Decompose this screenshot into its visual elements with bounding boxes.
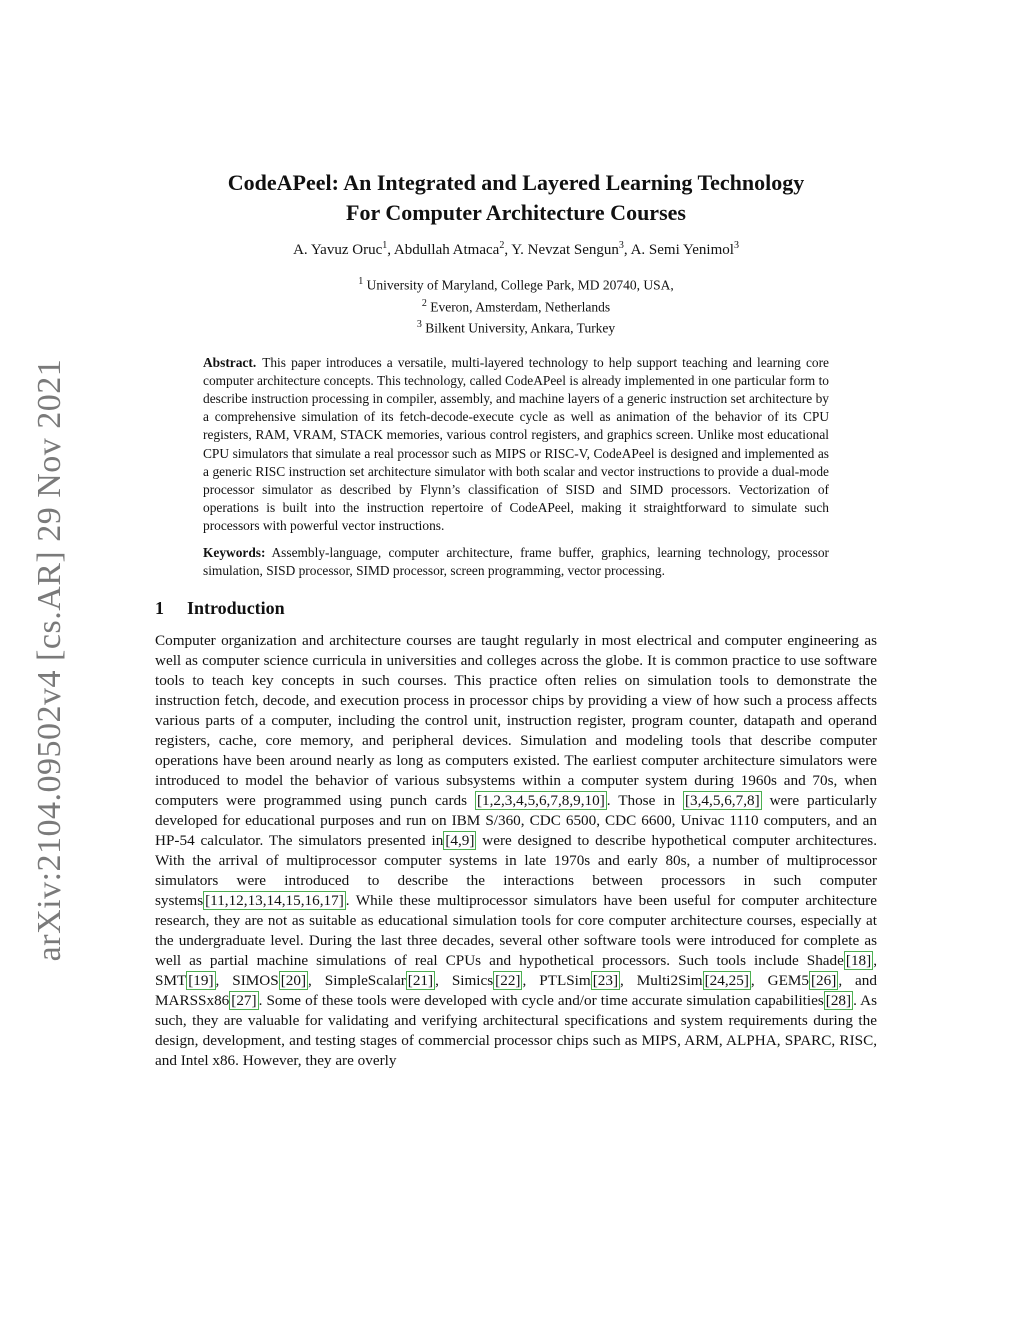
author-name: Y. Nevzat Sengun bbox=[511, 242, 619, 258]
title-line-1: CodeAPeel: An Integrated and Layered Learning Technology bbox=[227, 170, 805, 195]
author-affiliation-mark: 1 bbox=[382, 240, 388, 251]
abstract-text: This paper introduces a versatile, multi-layered technology to help support teaching and learning core computer architecture concepts. This technology, called CodeAPeel is already implemented in one particular form to describe instruction processing in compiler, assembly, and machine layers of a generic instruction set architecture by a comprehensive simulation of its fetch-decode-execute cycle as well as animation of the behavior of its CPU registers, RAM, VRAM, STACK memories, various control registers, and graphics screen. Unlike most educational CPU simulators that simulate a real processor such as MIPS or RISC-V, CodeAPeel is designed and implemented as a generic RISC instruction set architecture simulator with both scalar and vector instructions to provide a dual-mode processor simulator as described by Flynn’s classification of SISD and SIMD processors. Vectorization of operations is built into the instruction repertoire of CodeAPeel, making it straightforward to simulate such processors with powerful vector instructions. bbox=[203, 354, 829, 534]
author bbox=[293, 242, 394, 258]
intro-text: , SMT bbox=[155, 951, 877, 989]
author-affiliation-mark: 3 bbox=[618, 240, 624, 251]
affiliation-mark: 2 bbox=[421, 297, 427, 309]
citation-link[interactable]: [3,4,5,6,7,8] bbox=[684, 791, 760, 809]
paper-title bbox=[155, 168, 877, 228]
citation-link[interactable]: [28] bbox=[825, 991, 852, 1009]
intro-text: , SIMOS bbox=[215, 971, 279, 989]
affiliation-text: University of Maryland, College Park, MD 20740, USA, bbox=[363, 277, 674, 293]
intro-text: , GEM5 bbox=[750, 971, 809, 989]
section-heading bbox=[155, 598, 877, 619]
author-name: A. Semi Yenimol bbox=[630, 242, 734, 258]
author-name: Abdullah Atmaca bbox=[393, 242, 500, 258]
intro-text: . Those in bbox=[606, 791, 683, 809]
abstract-label: Abstract. bbox=[203, 354, 257, 370]
affiliation-text: Bilkent University, Ankara, Turkey bbox=[421, 320, 616, 336]
citation-link[interactable]: [4,9] bbox=[445, 831, 475, 849]
citation-link[interactable]: [19] bbox=[188, 971, 214, 989]
author-separator: , bbox=[387, 242, 394, 258]
author-affiliation-mark: 2 bbox=[499, 240, 505, 251]
citation-link[interactable]: [11,12,13,14,15,16,17] bbox=[205, 891, 344, 909]
affiliation-mark: 3 bbox=[416, 319, 422, 330]
author-list bbox=[155, 240, 877, 259]
author-separator: , bbox=[623, 242, 631, 258]
intro-text: , PTLSim bbox=[522, 971, 591, 989]
intro-text: , Multi2Sim bbox=[620, 971, 703, 989]
affiliation-list bbox=[155, 273, 877, 338]
affiliation-mark: 1 bbox=[358, 276, 364, 287]
paper-page bbox=[155, 168, 877, 1071]
author bbox=[631, 242, 739, 258]
title-line-2: For Computer Architecture Courses bbox=[346, 200, 686, 225]
author bbox=[394, 242, 511, 258]
keywords-label: Keywords: bbox=[203, 544, 266, 560]
keywords-text: Assembly-language, computer architecture, frame buffer, graphics, learning technology, processor simulation, SISD processor, SIMD processor, screen programming, vector processing. bbox=[203, 544, 829, 578]
keywords bbox=[203, 544, 829, 580]
citation-link[interactable]: [23] bbox=[592, 971, 619, 989]
intro-text: . As such, they are valuable for validating and verifying architectural specifications and system requirements during the design, development, and testing stages of commercial processor chips such as MIPS, ARM, ALPHA, SPARC, RISC, and Intel x86. However, they are overly bbox=[155, 991, 877, 1069]
author-separator: , bbox=[504, 242, 512, 258]
citation-link[interactable]: [22] bbox=[495, 971, 521, 989]
author-affiliation-mark: 3 bbox=[733, 240, 739, 251]
intro-text: were particularly developed for educational purposes and run on IBM S/360, CDC 6500, CDC 6600, Univac 1110 computers, and an HP-54 calculator. The simulators presented in bbox=[155, 791, 877, 849]
citation-link[interactable]: [1,2,3,4,5,6,7,8,9,10] bbox=[476, 791, 605, 809]
affiliation bbox=[155, 273, 877, 295]
citation-link[interactable]: [24,25] bbox=[704, 971, 749, 989]
introduction-paragraph bbox=[155, 631, 877, 1071]
citation-link[interactable]: [26] bbox=[811, 971, 837, 989]
citation-link[interactable]: [21] bbox=[407, 971, 434, 989]
citation-link[interactable]: [20] bbox=[280, 971, 307, 989]
citation-link[interactable]: [27] bbox=[231, 991, 257, 1009]
intro-text: , SimpleScalar bbox=[308, 971, 406, 989]
intro-text: , and MARSSx86 bbox=[155, 971, 877, 1009]
intro-text: . Some of these tools were developed with cycle and/or time accurate simulation capabilities bbox=[258, 991, 824, 1009]
intro-text: . While these multiprocessor simulators have been useful for computer architecture research, they are not as suitable as educational simulation tools for core computer architecture courses, especially at the undergraduate level. During the last three decades, several other software tools were introduced for complete as well as partial machine simulations of real CPUs and hypothetical processors. Such tools include Shade bbox=[155, 891, 877, 969]
arxiv-stamp-text: arXiv:2104.09502v4 [cs.AR] 29 Nov 2021 bbox=[31, 358, 68, 962]
arxiv-stamp bbox=[25, 350, 75, 970]
section-number: 1 bbox=[155, 597, 164, 618]
section-title: Introduction bbox=[187, 597, 285, 618]
author bbox=[511, 242, 630, 258]
affiliation-text: Everon, Amsterdam, Netherlands bbox=[426, 299, 611, 314]
affiliation bbox=[155, 295, 877, 317]
intro-text: , Simics bbox=[435, 971, 494, 989]
citation-link[interactable]: [18] bbox=[845, 951, 872, 969]
abstract bbox=[203, 354, 829, 536]
affiliation bbox=[155, 316, 877, 338]
author-name: A. Yavuz Oruc bbox=[293, 242, 383, 258]
intro-text: Computer organization and architecture courses are taught regularly in most electrical and computer engineering as well as computer science curricula in universities and colleges across the globe. It is common practice to use software tools to teach key concepts in such courses. This practice often relies on simulation tools to demonstrate the instruction fetch, decode, and execution process in processor chips by providing a view of how such a process affects various parts of a computer, including the control unit, instruction register, program counter, datapath and operand registers, cache, core memory, and peripheral devices. Simulation and modeling tools that describe computer operations have been around nearly as long as computers existed. The earliest computer architecture simulators were introduced to model the behavior of various subsystems within a computer system during 1960s and 70s, when computers were programmed using punch cards bbox=[155, 631, 877, 809]
intro-text: were designed to describe hypothetical computer architectures. With the arrival of multiprocessor computer systems in late 1970s and early 80s, a number of multiprocessor simulators were introduced to describe the interactions between processors in such computer systems bbox=[155, 831, 878, 909]
